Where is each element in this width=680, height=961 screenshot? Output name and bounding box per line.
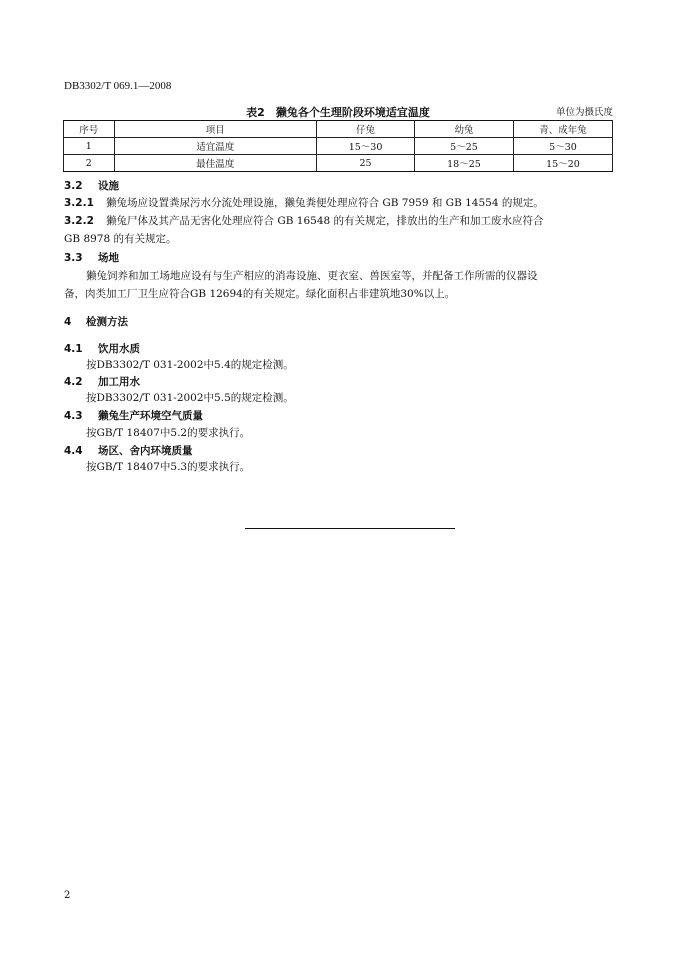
- paragraph-3-3-line2: 备，肉类加工厂卫生应符合GB 12694的有关规定。绿化面积占非建筑地30%以上。: [64, 288, 456, 300]
- page-number: 2: [64, 890, 71, 901]
- section-title: 设施: [98, 180, 119, 192]
- table-title: 表2 獭兔各个生理阶段环境适宜温度: [246, 106, 430, 119]
- table-row: [64, 138, 613, 155]
- header-cell-no: 序号: [64, 121, 115, 138]
- table-cell: 15～30: [317, 138, 415, 155]
- table-caption-row: [63, 104, 613, 120]
- section-4-4-text: 按GB/T 18407中5.3的要求执行。: [86, 461, 251, 473]
- section-title: 獭兔生产环境空气质量: [98, 410, 203, 422]
- section-number: 4.4: [64, 445, 83, 457]
- table-cell: 2: [64, 155, 115, 172]
- clause-3-2-1: [64, 195, 544, 210]
- section-number: 4: [64, 316, 72, 328]
- header-cell-kit: 仔兔: [317, 121, 415, 138]
- section-title: 场地: [98, 252, 119, 264]
- table-cell: 最佳温度: [114, 155, 317, 172]
- table-cell: 25: [317, 155, 415, 172]
- section-number: 4.1: [64, 343, 83, 355]
- table-row: [64, 155, 613, 172]
- section-4-heading: [64, 314, 128, 329]
- section-title: 检测方法: [86, 316, 128, 328]
- table-header-row: [64, 121, 613, 138]
- header-cell-item: 项目: [114, 121, 317, 138]
- end-rule: [245, 528, 455, 529]
- paragraph-3-3-line1: 獭兔饲养和加工场地应设有与生产相应的消毒设施、更衣室、兽医室等，并配备工作所需的仪器设: [86, 270, 538, 282]
- section-number: 3.3: [64, 252, 83, 264]
- section-4-1-text: 按DB3302/T 031-2002中5.4的规定检测。: [86, 359, 294, 371]
- clause-text: 獭兔场应设置粪尿污水分流处理设施，獭兔粪便处理应符合 GB 7959 和 GB 14554 的规定。: [106, 197, 544, 209]
- section-4-4-heading: [64, 443, 193, 458]
- section-4-2-heading: [64, 374, 140, 389]
- section-3-3-heading: [64, 250, 119, 265]
- header-cell-adult: 青、成年兔: [513, 121, 612, 138]
- table-cell: 18～25: [415, 155, 514, 172]
- section-3-2-heading: [64, 178, 119, 193]
- table-cell: 5～25: [415, 138, 514, 155]
- section-title: 饮用水质: [98, 343, 140, 355]
- clause-number: 3.2.1: [64, 197, 94, 209]
- table-unit-note: 单位为摄氏度: [555, 107, 613, 118]
- section-title: 加工用水: [98, 376, 140, 388]
- table-cell: 1: [64, 138, 115, 155]
- clause-3-2-2: [64, 213, 544, 228]
- table-cell: 5～30: [513, 138, 612, 155]
- document-code: DB3302/T 069.1—2008: [64, 80, 172, 92]
- section-4-2-text: 按DB3302/T 031-2002中5.5的规定检测。: [86, 392, 294, 404]
- section-number: 4.2: [64, 376, 83, 388]
- clause-number: 3.2.2: [64, 215, 94, 227]
- section-4-1-heading: [64, 341, 140, 356]
- section-4-3-heading: [64, 408, 203, 423]
- clause-3-2-2-continued: GB 8978 的有关规定。: [64, 233, 177, 245]
- section-4-3-text: 按GB/T 18407中5.2的要求执行。: [86, 427, 251, 439]
- section-number: 4.3: [64, 410, 83, 422]
- header-cell-young: 幼兔: [415, 121, 514, 138]
- table-cell: 适宜温度: [114, 138, 317, 155]
- table-cell: 15～20: [513, 155, 612, 172]
- temperature-table: [63, 120, 613, 172]
- section-number: 3.2: [64, 180, 83, 192]
- section-title: 场区、舍内环境质量: [98, 445, 193, 457]
- clause-text: 獭兔尸体及其产品无害化处理应符合 GB 16548 的有关规定，排放出的生产和加工废水应符合: [106, 215, 544, 227]
